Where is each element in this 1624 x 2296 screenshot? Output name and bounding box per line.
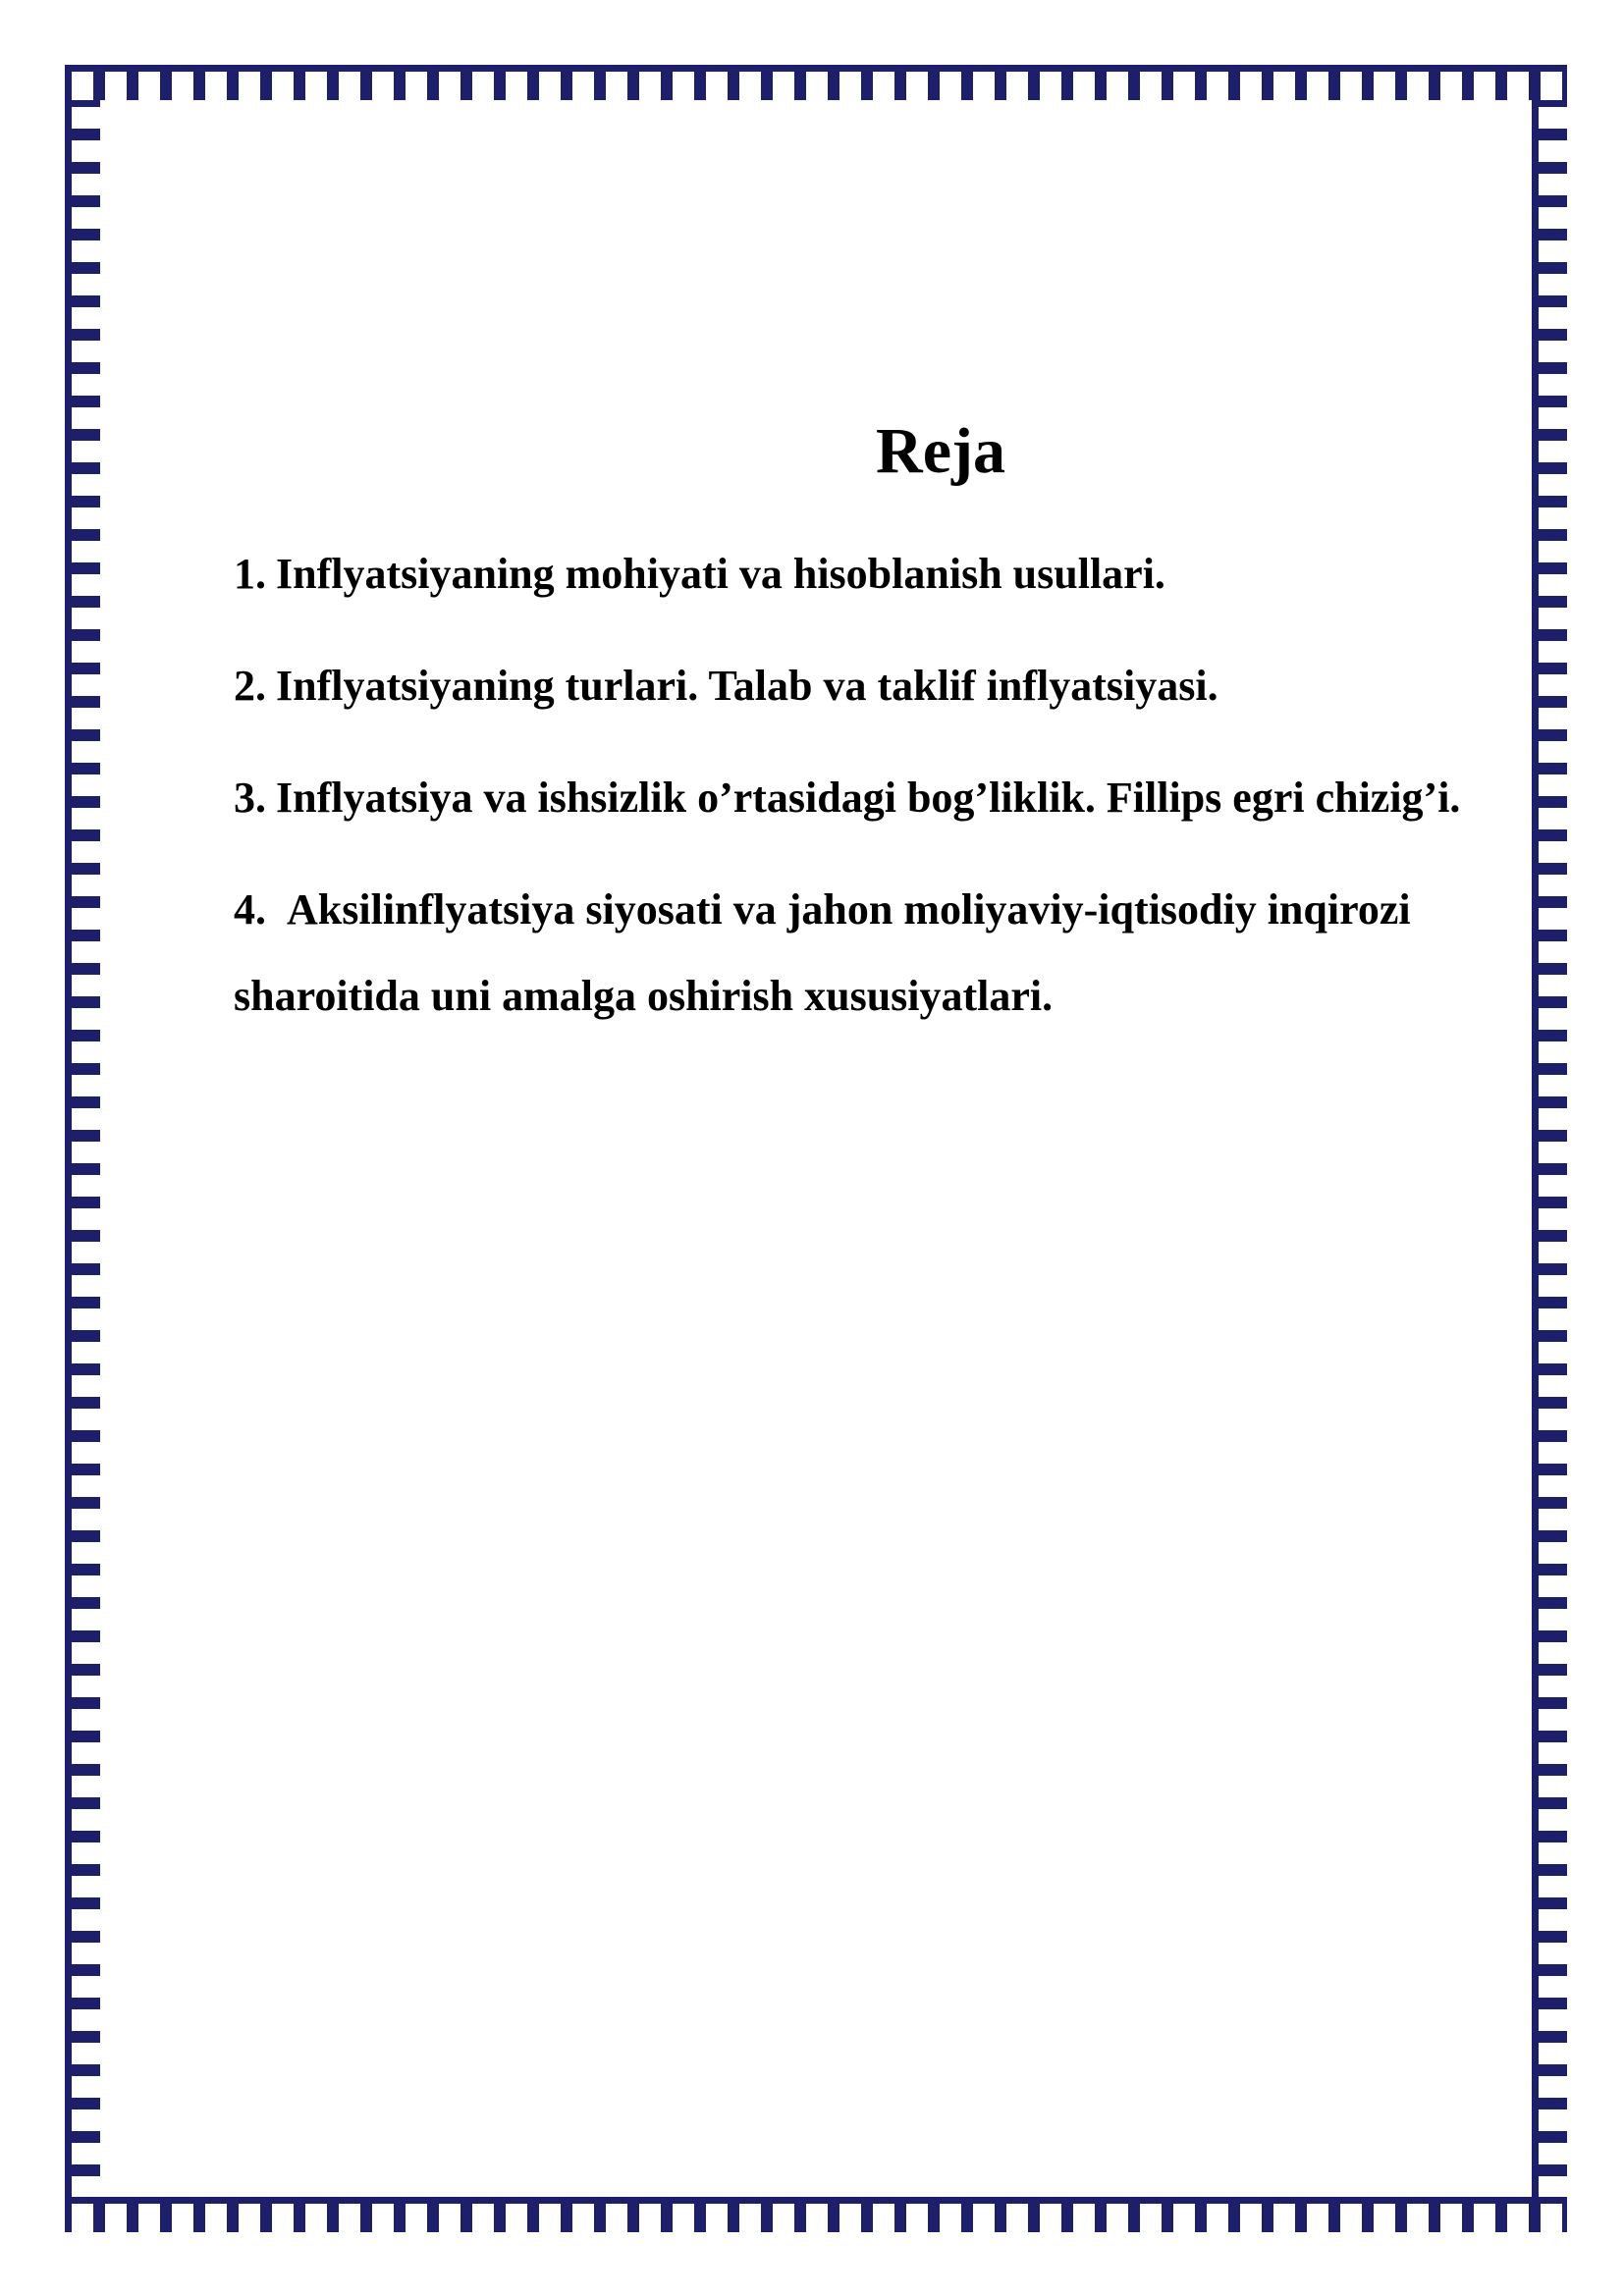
list-item-text: Inflyatsiya va ishsizlik o’rtasidagi bog’liklik. Fillips egri chizig’i. (276, 774, 1461, 823)
list-item-number: 3. (234, 774, 266, 823)
list-item-text: Inflyatsiyaning turlari. Talab va taklif inflyatsiyasi. (276, 662, 1218, 711)
page-title: Reja (876, 415, 1005, 487)
list-item-text: Inflyatsiyaning mohiyati va hisoblanish usullari. (276, 550, 1165, 599)
list-item (234, 643, 1471, 729)
list-item (234, 867, 1471, 1040)
document-content (234, 412, 1471, 1065)
plan-list (234, 531, 1471, 1040)
list-item (234, 531, 1471, 617)
list-item-text: Aksilinflyatsiya siyosati va jahon moliyaviy-iqtisodiy inqirozi sharoitida uni amalga oshirish xususiyatlari. (234, 885, 1411, 1021)
decorative-border-right (1532, 100, 1567, 2197)
list-item (234, 755, 1471, 841)
decorative-border-bottom (65, 2197, 1567, 2232)
list-item-number: 4. (234, 885, 277, 934)
page-border-outline (65, 65, 1565, 2230)
decorative-border-left (65, 100, 100, 2197)
decorative-border-top (65, 65, 1567, 100)
list-item-number: 2. (234, 662, 266, 711)
list-item-number: 1. (234, 550, 266, 599)
